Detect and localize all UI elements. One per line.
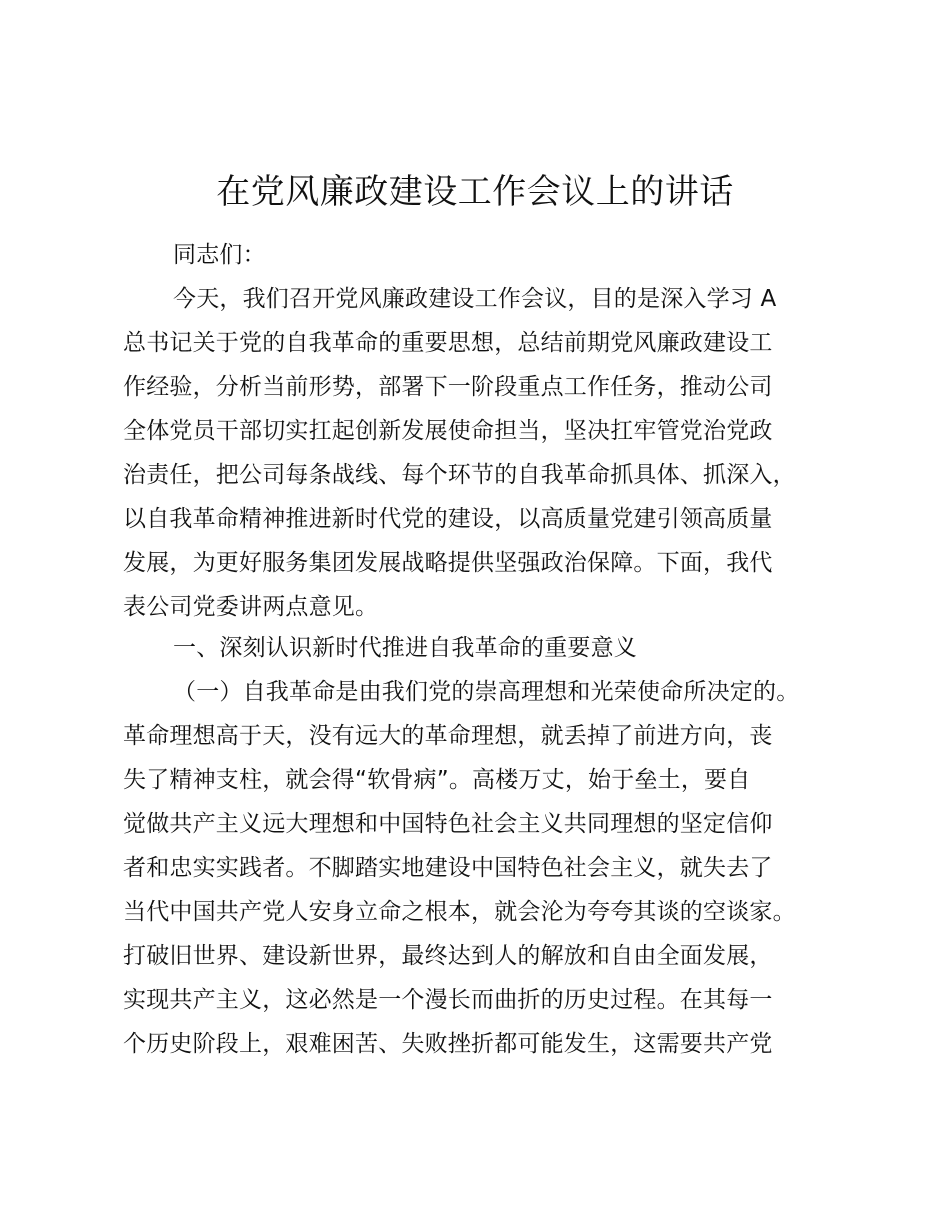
body-line: 个历史阶段上，艰难困苦、失败挫折都可能发生，这需要共产党	[123, 1031, 773, 1057]
body-line: 总书记关于党的自我革命的重要思想，总结前期党风廉政建设工	[123, 330, 773, 356]
body-line: 治责任，把公司每条战线、每个环节的自我革命抓具体、抓深入，	[123, 462, 796, 488]
document-title: 在党风廉政建设工作会议上的讲话	[216, 172, 734, 212]
body-line: 者和忠实实践者。不脚踏实地建设中国特色社会主义，就失去了	[123, 855, 773, 881]
subsection-heading: （一）自我革命是由我们党的崇高理想和光荣使命所决定的。	[173, 679, 800, 705]
body-line: 失了精神支柱，就会得“软骨病”。高楼万丈，始于垒土，要自	[123, 767, 751, 793]
body-line: 作经验，分析当前形势，部署下一阶段重点工作任务，推动公司	[123, 374, 773, 400]
body-line: 革命理想高于天，没有远大的革命理想，就丢掉了前进方向，丧	[123, 723, 773, 749]
body-line: 实现共产主义，这必然是一个漫长而曲折的历史过程。在其每一	[123, 987, 773, 1013]
body-line: 打破旧世界、建设新世界，最终达到人的解放和自由全面发展，	[123, 943, 773, 969]
body-line: 以自我革命精神推进新时代党的建设，以高质量党建引领高质量	[123, 506, 773, 532]
section-heading: 一、深刻认识新时代推进自我革命的重要意义	[173, 635, 637, 661]
salutation: 同志们：	[173, 242, 266, 268]
body-line: 今天，我们召开党风廉政建设工作会议，目的是深入学习 A	[173, 286, 777, 312]
body-line: 表公司党委讲两点意见。	[123, 594, 379, 620]
body-line: 觉做共产主义远大理想和中国特色社会主义共同理想的坚定信仰	[123, 811, 773, 837]
body-line: 当代中国共产党人安身立命之根本，就会沦为夸夸其谈的空谈家。	[123, 899, 796, 925]
body-line: 全体党员干部切实扛起创新发展使命担当，坚决扛牢管党治党政	[123, 418, 773, 444]
body-line: 发展，为更好服务集团发展战略提供坚强政治保障。下面，我代	[123, 550, 773, 576]
